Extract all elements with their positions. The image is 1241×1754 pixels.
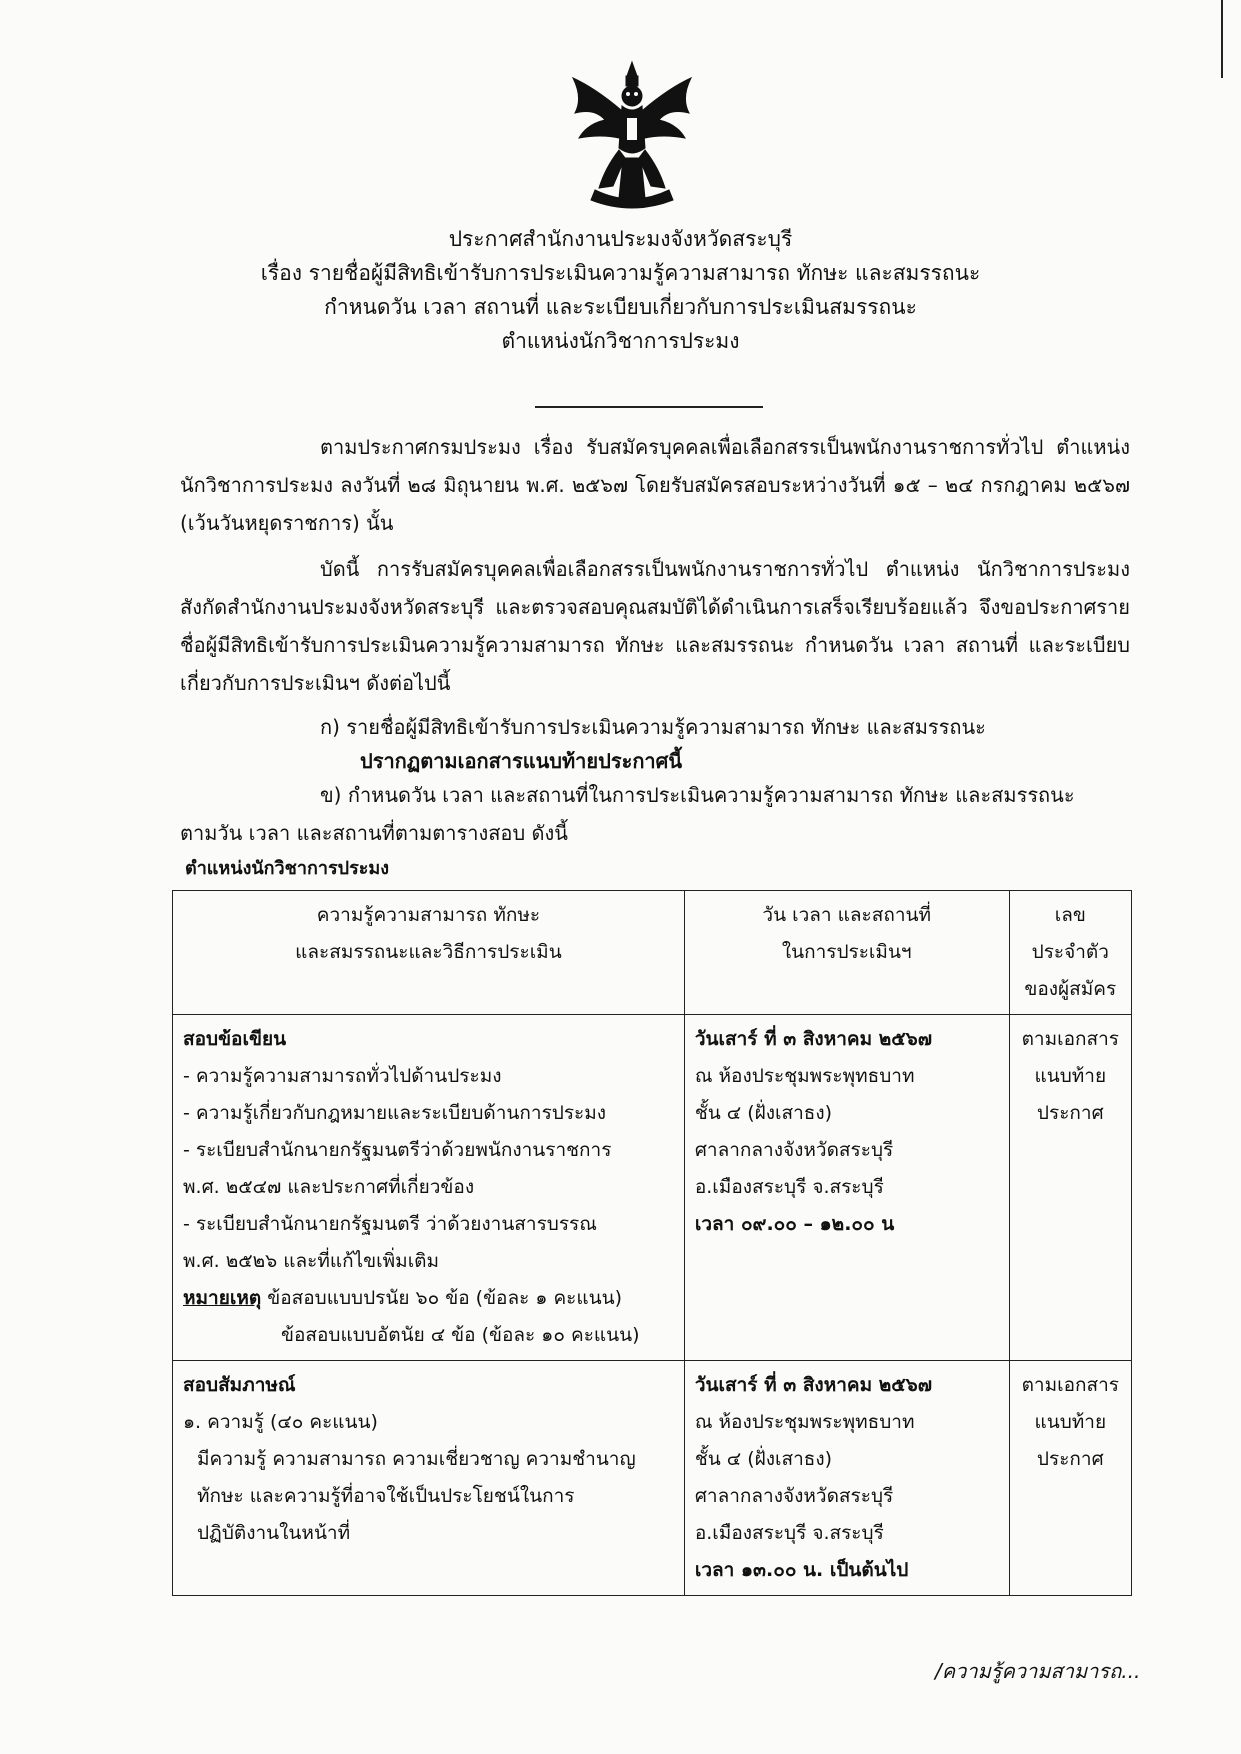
list-item: - ความรู้เกี่ยวกับกฎหมายและระเบียบด้านการประมง (183, 1102, 607, 1124)
table-header-row (173, 891, 1132, 1015)
id-text: ตามเอกสาร (1021, 1374, 1119, 1396)
list-item: - ระเบียบสำนักนายกรัฐมนตรีว่าด้วยพนักงานราชการ (183, 1139, 612, 1161)
item-a: ก) รายชื่อผู้มีสิทธิเข้ารับการประเมินความรู้ความสามารถ ทักษะ และสมรรถนะ (320, 715, 986, 739)
header-text: วัน เวลา และสถานที่ (762, 904, 932, 926)
header-divider (535, 406, 763, 408)
item-b-line-1: ข) กำหนดวัน เวลา และสถานที่ในการประเมินความรู้ความสามารถ ทักษะ และสมรรถนะ (320, 783, 1075, 807)
list-item: - ระเบียบสำนักนายกรัฐมนตรี ว่าด้วยงานสารบรรณ (183, 1213, 597, 1235)
header-text: ในการประเมินฯ (781, 941, 912, 963)
interview-date: วันเสาร์ ที่ ๓ สิงหาคม ๒๕๖๗ (694, 1374, 933, 1396)
table-row-interview (173, 1361, 1132, 1596)
header-text: ความรู้ความสามารถ ทักษะ (316, 904, 541, 926)
list-item-desc: มีความรู้ ความสามารถ ความเชี่ยวชาญ ความชำนาญ (197, 1448, 636, 1470)
header-text: เลข (1054, 904, 1086, 926)
header-cell-datetime (684, 891, 1009, 1015)
header-cell-competency (173, 891, 685, 1015)
written-exam-title: สอบข้อเขียน (183, 1028, 287, 1050)
exam-place: ณ ห้องประชุมพระพุทธบาท (694, 1065, 915, 1087)
table-row-written-exam (173, 1015, 1132, 1361)
table-title: ตำแหน่งนักวิชาการประมง (185, 858, 390, 879)
continuation-text: /ความรู้ความสามารถ... (935, 1659, 1141, 1683)
garuda-emblem-icon (565, 58, 700, 218)
cell-written-exam-details (173, 1015, 685, 1361)
id-text: ประกาศ (1036, 1448, 1104, 1470)
exam-time: เวลา ๐๙.๐๐ – ๑๒.๐๐ น (694, 1213, 895, 1235)
cell-interview-details (173, 1361, 685, 1596)
paragraph-1: ตามประกาศกรมประมง เรื่อง รับสมัครบุคคลเพื่อเลือกสรรเป็นพนักงานราชการทั่วไป ตำแหน่ง นักวิชาการประมง ลงวันที่ ๒๘ มิถุนายน พ.ศ. ๒๕๖๗ โดยรับสมัครสอบระหว่างวันที่ ๑๕ – ๒๔ กรกฎาคม ๒๕๖๗ (เว้นวันหยุดราชการ) นั้น (180, 435, 1130, 535)
item-b-line-2: ตามวัน เวลา และสถานที่ตามตารางสอบ ดังนี้ (180, 821, 568, 845)
header-text: ประจำตัว (1031, 941, 1109, 963)
list-item: ๑. ความรู้ (๔๐ คะแนน) (183, 1411, 378, 1433)
paragraph-2: บัดนี้ การรับสมัครบุคคลเพื่อเลือกสรรเป็นพนักงานราชการทั่วไป ตำแหน่ง นักวิชาการประมง สังกัดสำนักงานประมงจังหวัดสระบุรี และตรวจสอบคุณสมบัติได้ดำเนินการเสร็จเรียบร้อยแล้ว จึงขอประกาศรายชื่อผู้มีสิทธิเข้ารับการประเมินความรู้ความสามารถ ทักษะ และสมรรถนะ กำหนดวัน เวลา สถานที่ และระเบียบเกี่ยวกับการประเมินฯ ดังต่อไปนี้ (180, 557, 1130, 695)
list-item: พ.ศ. ๒๕๔๗ และประกาศที่เกี่ยวข้อง (183, 1176, 475, 1198)
list-item: - ความรู้ความสามารถทั่วไปด้านประมง (183, 1065, 502, 1087)
exam-date: วันเสาร์ ที่ ๓ สิงหาคม ๒๕๖๗ (694, 1028, 933, 1050)
interview-time: เวลา ๑๓.๐๐ น. เป็นต้นไป (694, 1559, 909, 1581)
list-item-desc: ทักษะ และความรู้ที่อาจใช้เป็นประโยชน์ในการ (197, 1485, 575, 1507)
header-text: ของผู้สมัคร (1024, 978, 1117, 1000)
exam-place: ชั้น ๔ (ฝั่งเสาธง) (694, 1102, 833, 1124)
note-line-1 (183, 1280, 674, 1317)
interview-place: ชั้น ๔ (ฝั่งเสาธง) (694, 1448, 833, 1470)
id-text: ตามเอกสาร (1021, 1028, 1119, 1050)
header-line-4: ตำแหน่งนักวิชาการประมง (501, 329, 740, 353)
cell-interview-id (1009, 1361, 1131, 1596)
interview-place: ณ ห้องประชุมพระพุทธบาท (694, 1411, 915, 1433)
header-line-3: กำหนดวัน เวลา สถานที่ และระเบียบเกี่ยวกับการประเมินสมรรถนะ (324, 295, 917, 319)
header-cell-applicant-id (1009, 891, 1131, 1015)
header-line-1: ประกาศสำนักงานประมงจังหวัดสระบุรี (448, 227, 793, 251)
list-item: พ.ศ. ๒๕๒๖ และที่แก้ไขเพิ่มเติม (183, 1250, 440, 1272)
id-text: แนบท้าย (1034, 1411, 1107, 1433)
id-text: ประกาศ (1036, 1102, 1104, 1124)
cell-interview-datetime (684, 1361, 1009, 1596)
note-line-2: ข้อสอบแบบอัตนัย ๔ ข้อ (ข้อละ ๑๐ คะแนน) (281, 1324, 640, 1346)
header-line-2: เรื่อง รายชื่อผู้มีสิทธิเข้ารับการประเมินความรู้ความสามารถ ทักษะ และสมรรถนะ (260, 261, 981, 285)
list-item-desc: ปฏิบัติงานในหน้าที่ (197, 1522, 351, 1544)
note-label: หมายเหตุ (183, 1287, 262, 1309)
exam-place: อ.เมืองสระบุรี จ.สระบุรี (694, 1176, 884, 1198)
header-text: และสมรรถนะและวิธีการประเมิน (295, 941, 562, 963)
note-text-1: ข้อสอบแบบปรนัย ๖๐ ข้อ (ข้อละ ๑ คะแนน) (261, 1287, 623, 1309)
id-text: แนบท้าย (1034, 1065, 1107, 1087)
cell-written-exam-id (1009, 1015, 1131, 1361)
cell-written-exam-datetime (684, 1015, 1009, 1361)
interview-title: สอบสัมภาษณ์ (183, 1374, 296, 1396)
interview-place: อ.เมืองสระบุรี จ.สระบุรี (694, 1522, 884, 1544)
exam-place: ศาลากลางจังหวัดสระบุรี (694, 1139, 894, 1161)
item-a-bold: ปรากฏตามเอกสารแนบท้ายประกาศนี้ (360, 749, 683, 773)
page-edge-line (1221, 0, 1223, 78)
schedule-table (172, 890, 1132, 1596)
interview-place: ศาลากลางจังหวัดสระบุรี (694, 1485, 894, 1507)
